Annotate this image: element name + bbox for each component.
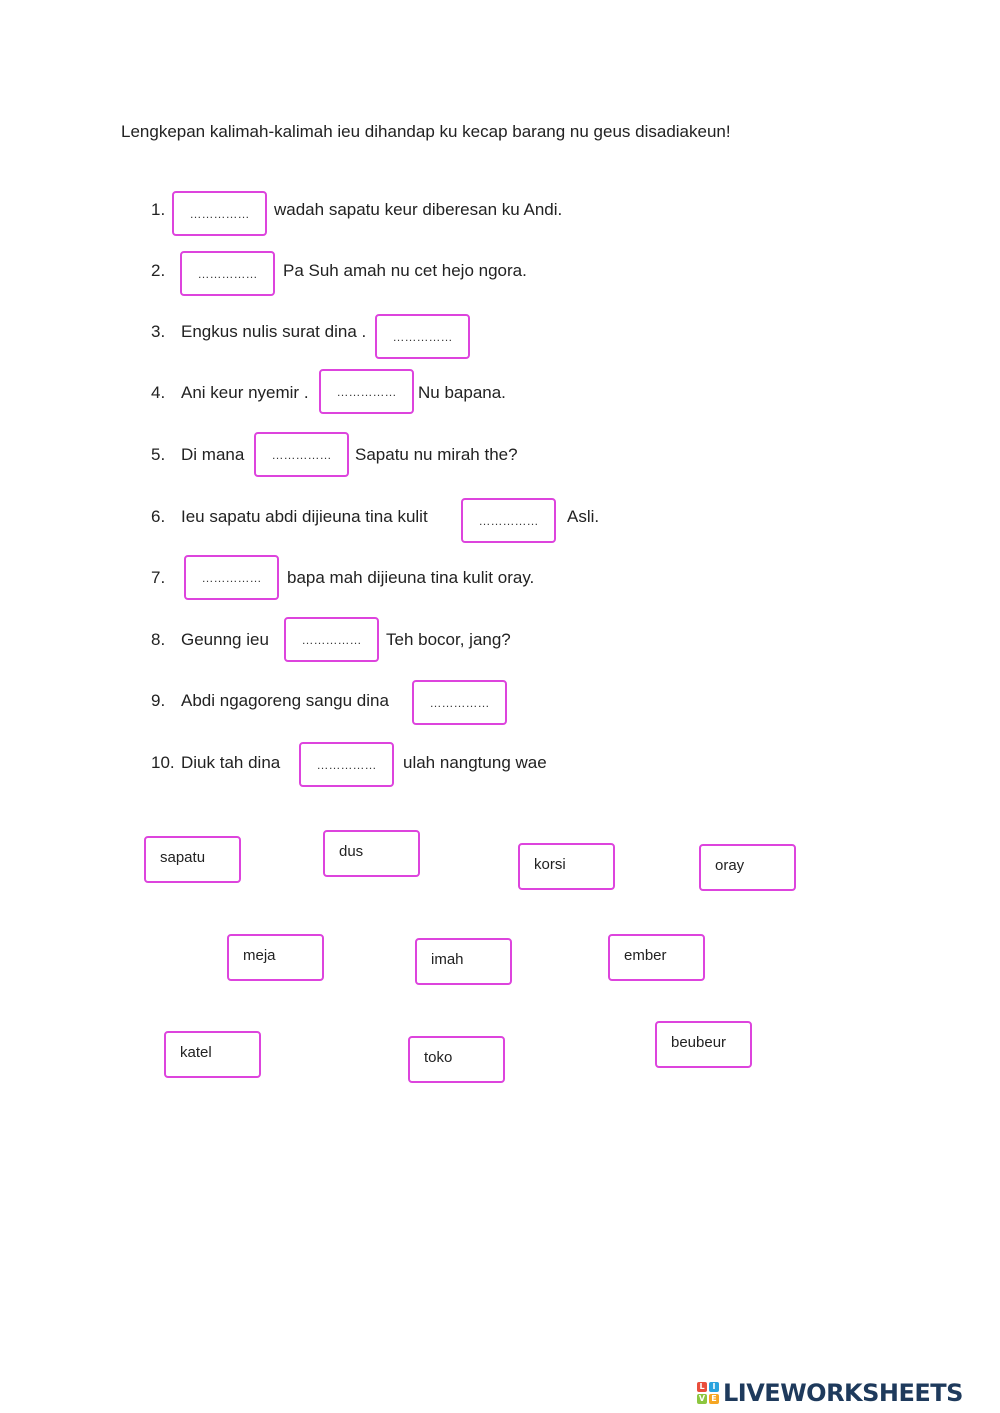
item-9-answer-blank[interactable]: …………… <box>412 680 507 725</box>
item-7-number: 7. <box>151 568 166 587</box>
item-10-before-text: Diuk tah dina <box>181 753 281 772</box>
item-5-before-text: Di mana <box>181 445 245 464</box>
liveworksheets-logo <box>697 1377 963 1409</box>
word-beubeur[interactable]: beubeur <box>655 1021 752 1068</box>
instruction-text: Lengkepan kalimah-kalimah ieu dihandap ku kecap barang nu geus disadiakeun! <box>121 122 731 141</box>
item-2-number: 2. <box>151 261 166 280</box>
logo-grid-icon <box>697 1382 719 1404</box>
item-10-answer-blank[interactable]: …………… <box>299 742 394 787</box>
item-6-after-text: Asli. <box>567 507 600 526</box>
item-6-answer-blank[interactable]: …………… <box>461 498 556 543</box>
item-5-after-text: Sapatu nu mirah the? <box>355 445 518 464</box>
item-4-after-text: Nu bapana. <box>418 383 506 402</box>
word-ember[interactable]: ember <box>608 934 705 981</box>
word-sapatu[interactable]: sapatu <box>144 836 241 883</box>
item-3-number: 3. <box>151 322 166 341</box>
logo-text: LIVEWORKSHEETS <box>723 1379 963 1407</box>
item-6-before-text: Ieu sapatu abdi dijieuna tina kulit <box>181 507 428 526</box>
logo-grid-cell: E <box>709 1394 719 1404</box>
item-10-after-text: ulah nangtung wae <box>403 753 547 772</box>
item-7-after-text: bapa mah dijieuna tina kulit oray. <box>287 568 535 587</box>
item-8-answer-blank[interactable]: …………… <box>284 617 379 662</box>
item-2-after-text: Pa Suh amah nu cet hejo ngora. <box>283 261 527 280</box>
item-10-number: 10. <box>151 753 175 772</box>
logo-grid-cell: V <box>698 1394 706 1403</box>
item-7-answer-blank[interactable]: …………… <box>184 555 279 600</box>
word-dus[interactable]: dus <box>323 830 420 877</box>
item-5-answer-blank[interactable]: …………… <box>254 432 349 477</box>
item-8-before-text: Geunng ieu <box>181 630 269 649</box>
item-8-number: 8. <box>151 630 166 649</box>
item-4-before-text: Ani keur nyemir . <box>181 383 309 402</box>
word-katel[interactable]: katel <box>164 1031 261 1078</box>
item-1-after-text: wadah sapatu keur diberesan ku Andi. <box>274 200 563 219</box>
item-4-answer-blank[interactable]: …………… <box>319 369 414 414</box>
item-3-before-text: Engkus nulis surat dina . <box>181 322 367 341</box>
word-korsi[interactable]: korsi <box>518 843 615 890</box>
item-2-answer-blank[interactable]: …………… <box>180 251 275 296</box>
item-1-number: 1. <box>151 200 166 219</box>
word-meja[interactable]: meja <box>227 934 324 981</box>
item-5-number: 5. <box>151 445 166 464</box>
item-1-answer-blank[interactable]: …………… <box>172 191 267 236</box>
word-oray[interactable]: oray <box>699 844 796 891</box>
word-imah[interactable]: imah <box>415 938 512 985</box>
item-6-number: 6. <box>151 507 166 526</box>
item-3-answer-blank[interactable]: …………… <box>375 314 470 359</box>
item-8-after-text: Teh bocor, jang? <box>386 630 511 649</box>
logo-grid-cell: L <box>697 1382 707 1392</box>
item-9-number: 9. <box>151 691 166 710</box>
word-toko[interactable]: toko <box>408 1036 505 1083</box>
logo-grid-cell: I <box>709 1382 719 1392</box>
item-9-before-text: Abdi ngagoreng sangu dina <box>181 691 389 710</box>
item-4-number: 4. <box>151 383 166 402</box>
